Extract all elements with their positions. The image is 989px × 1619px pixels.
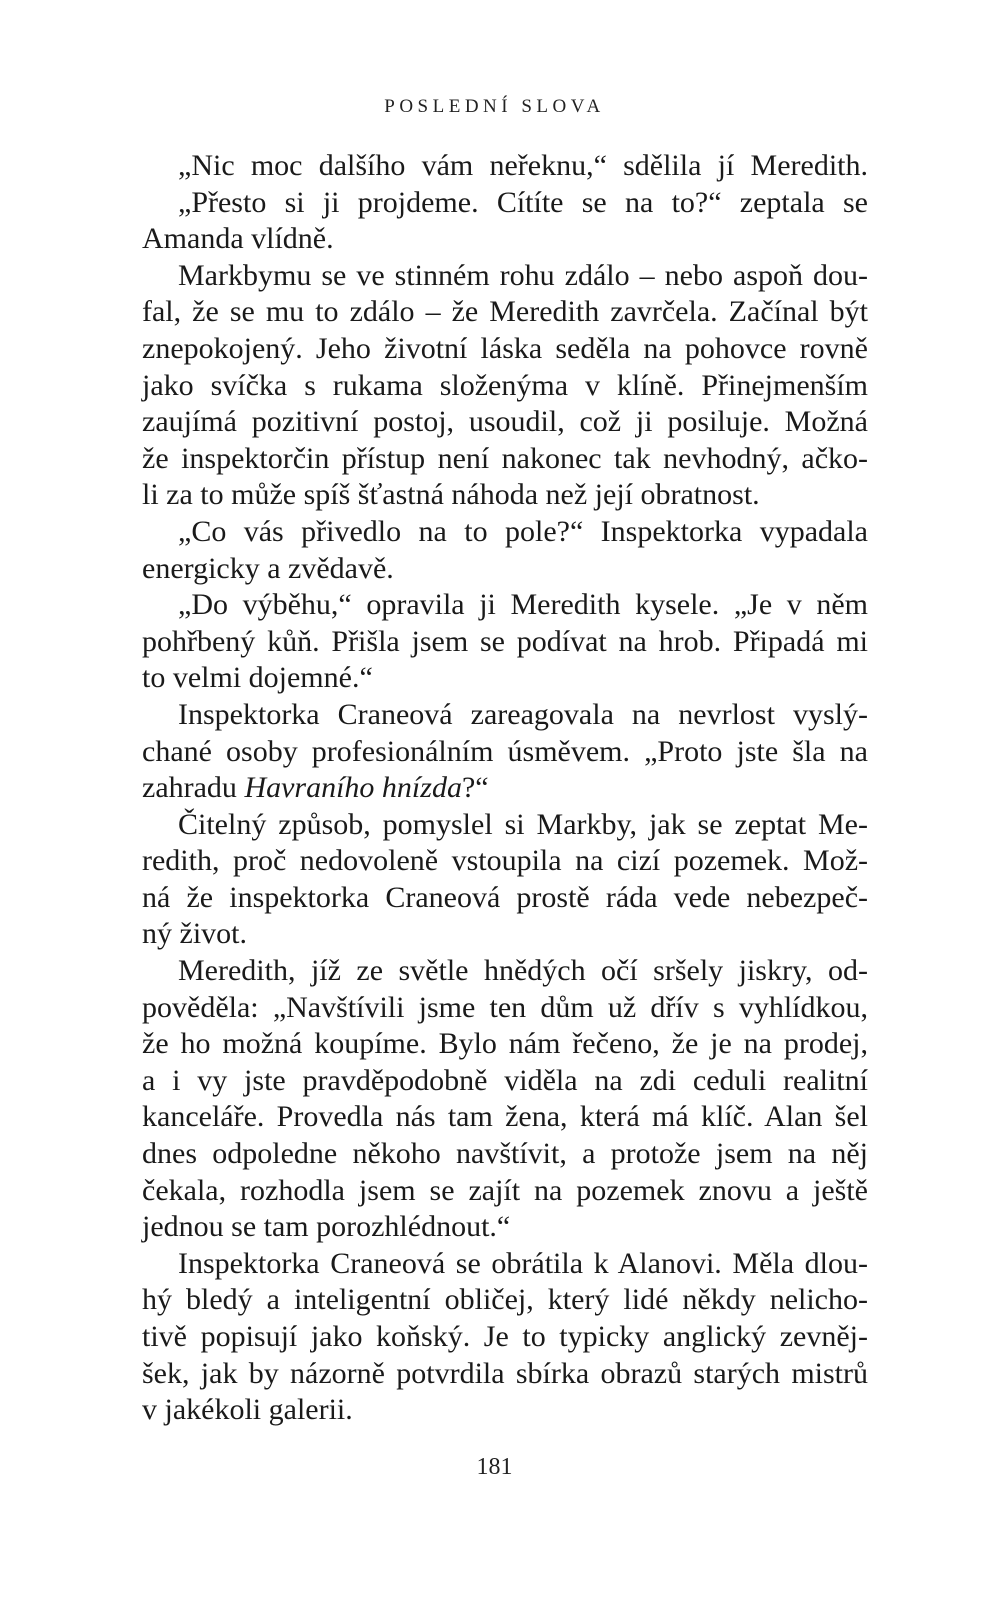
text-line: Amanda vlídně.	[142, 222, 334, 256]
text-line: Inspektorka Craneová se obrátila k Alanovi. Měla dlou-	[178, 1246, 868, 1280]
text-line: fal, že se mu to zdálo – že Meredith zavrčela. Začínal být	[142, 295, 868, 329]
text-line: „Nic moc dalšího vám neřeknu,“ sdělila jí Meredith.	[178, 149, 868, 182]
text-line: zaujímá pozitivní postoj, usoudil, což ji posiluje. Možná	[142, 405, 868, 439]
text-line: čekala, rozhodla jsem se zajít na pozemek znovu a ještě	[142, 1173, 868, 1207]
text-line: v jakékoli galerii.	[142, 1393, 353, 1427]
text-line: Inspektorka Craneová zareagovala na nevrlost vyslý-	[178, 697, 868, 731]
italic-title: Havraního hnízda	[244, 771, 462, 805]
text-line: energicky a zvědavě.	[142, 551, 394, 585]
text-line: že ho možná koupíme. Bylo nám řečeno, že je na prodej,	[142, 1027, 868, 1061]
text-line: ná že inspektorka Craneová prostě ráda vede nebezpeč-	[142, 880, 868, 914]
text-line: dnes odpoledne někoho navštívit, a protože jsem na něj	[142, 1137, 868, 1171]
text-line: že inspektorčin přístup není nakonec tak nevhodný, ačko-	[142, 441, 868, 475]
text-line: jako svíčka s rukama složenýma v klíně. Přinejmenším	[142, 368, 868, 402]
running-head: POSLEDNÍ SLOVA	[384, 96, 605, 117]
text-line: pohřbený kůň. Přišla jsem se podívat na hrob. Připadá mi	[142, 624, 868, 658]
text-line	[142, 770, 868, 807]
text-line: a i vy jste pravděpodobně viděla na zdi ceduli realitní	[142, 1063, 868, 1097]
text-line: „Přesto si ji projdeme. Cítíte se na to?“ zeptala se	[178, 185, 868, 219]
text-line: šek, jak by názorně potvrdila sbírka obrazů starých mistrů	[142, 1356, 868, 1390]
text-line: chané osoby profesionálním úsměvem. „Proto jste šla na	[142, 734, 868, 768]
text-line: jednou se tam porozhlédnout.“	[142, 1210, 511, 1244]
text-line: Meredith, jíž ze světle hnědých očí sršely jiskry, od-	[178, 954, 868, 988]
text-line: Čitelný způsob, pomyslel si Markby, jak se zeptat Me-	[178, 807, 868, 841]
text-run: ?“	[461, 771, 489, 805]
text-line: redith, proč nedovoleně vstoupila na cizí pozemek. Mož-	[142, 844, 868, 878]
text-line: to velmi dojemné.“	[142, 661, 373, 695]
body-text	[142, 148, 868, 1429]
text-line: kanceláře. Provedla nás tam žena, která má klíč. Alan šel	[142, 1100, 868, 1134]
text-line: hý bledý a inteligentní obličej, který lidé někdy nelicho-	[142, 1283, 868, 1317]
page-number: 181	[476, 1454, 513, 1480]
text-line: Markbymu se ve stinném rohu zdálo – nebo aspoň dou-	[178, 258, 868, 292]
text-run: zahradu	[142, 771, 245, 805]
text-line: li za to může spíš šťastná náhoda než její obratnost.	[142, 478, 760, 512]
text-line: pověděla: „Navštívili jsme ten dům už dřív s vyhlídkou,	[142, 990, 868, 1024]
text-line: znepokojený. Jeho životní láska seděla na pohovce rovně	[142, 331, 868, 365]
text-line: ný život.	[142, 917, 247, 951]
text-line: „Co vás přivedlo na to pole?“ Inspektorka vypadala	[178, 514, 868, 548]
text-line: tivě popisují jako koňský. Je to typicky anglický zevněj-	[142, 1320, 868, 1353]
text-line: „Do výběhu,“ opravila ji Meredith kysele. „Je v něm	[178, 588, 868, 622]
